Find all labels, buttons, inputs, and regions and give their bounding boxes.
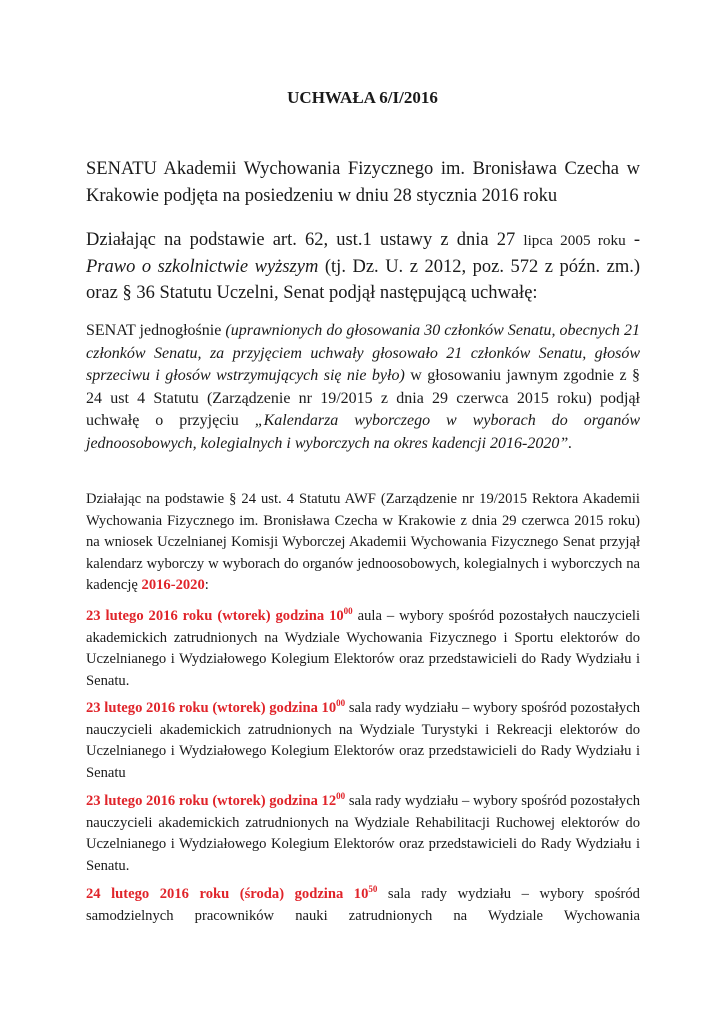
event-description: sala rady wydziału – wybory spośród pozostałych nauczycieli akademickich zatrudnionych na Wydziale Rehabilitacji Ruchowej elektorów do Uczelnianego i Wydziałowego Kolegium Elektorów oraz przedstawicieli do Rady Wydziału i Senatu. [86, 793, 641, 874]
event-datetime: 23 lutego 2016 roku (wtorek) godzina $12^{00}$ [86, 791, 346, 809]
calendar-basis-paragraph [86, 489, 640, 597]
legal-basis-dash: - [633, 230, 641, 250]
term-colon: : [204, 577, 209, 594]
senate-header-paragraph: SENATU Akademii Wychowania Fizycznego im. Bronisława Czecha w Krakowie podjęta na posiedzeniu w dniu 28 stycznia 2016 roku [86, 159, 640, 206]
legal-basis-text-a: Działając na podstawie art. 62, ust.1 ustawy z dnia 27 [86, 230, 516, 250]
election-event [86, 791, 640, 877]
election-event [86, 698, 640, 784]
legal-basis-date: lipca 2005 roku [523, 232, 626, 249]
act-name: Prawo o szkolnictwie wyższym [86, 257, 319, 277]
calendar-basis-text: Działając na podstawie § 24 ust. 4 Statutu AWF (Zarządzenie nr 19/2015 Rektora Akademii Wychowania Fizycznego im. Bronisława Czecha w Krakowie z dnia 29 czerwca 2015 roku) na wniosek Uczelnianej Komisji Wyborczej Akademii Wychowania Fizycznego Senat przyjął kalendarz wyborczy w wyborach do organów jednoosobowych, kolegialnych i wyborczych na kadencję [86, 491, 640, 594]
event-datetime: 23 lutego 2016 roku (wtorek) godzina $10^{00}$ [86, 606, 353, 624]
event-description: sala rady wydziału – wybory spośród samodzielnych pracowników nauki zatrudnionych na Wydziale Wychowania [86, 886, 640, 924]
voting-details: (uprawnionych do głosowania 30 członków Senatu, obecnych 21 członków Senatu, za przyjęciem uchwały głosowało 21 członków Senatu, głosów sprzeciwu i głosów wstrzymujących się nie było) [86, 322, 640, 384]
event-datetime: 24 lutego 2016 roku (środa) godzina $10^{50}$ [86, 884, 378, 902]
event-datetime: 23 lutego 2016 roku (wtorek) godzina $10^{00}$ [86, 698, 346, 716]
event-description: aula – wybory spośród pozostałych nauczycieli akademickich zatrudnionych na Wydziale Wychowania Fizycznego i Sportu elektorów do Uczelnianego i Wydziałowego Kolegium Elektorów oraz przedstawicieli do Rady Wydziału i Senatu. [86, 608, 640, 689]
document-title: UCHWAŁA 6/I/2016 [287, 88, 438, 107]
election-event [86, 884, 640, 927]
senate-unanimous: SENAT jednogłośnie [86, 322, 222, 339]
legal-basis-paragraph [86, 227, 640, 306]
senate-resolution-text: w głosowaniu jawnym zgodnie z § 24 ust 4 Statutu (Zarządzenie nr 19/2015 z dnia 29 czerwca 2015 roku) podjął uchwałę o przyjęciu [86, 367, 641, 429]
election-event [86, 606, 640, 692]
legal-basis-text-e: (tj. Dz. U. z 2012, poz. 572 z późn. zm.) oraz § 36 Statutu Uczelni, Senat podjął następującą uchwałę: [86, 257, 640, 303]
term-years: 2016-2020 [141, 577, 205, 594]
calendar-name: „Kalendarza wyborczego w wyborach do organów jednoosobowych, kolegialnych i wyborczych na okres kadencji 2016-2020”. [86, 412, 641, 452]
senate-resolution-paragraph [86, 320, 640, 455]
event-description: sala rady wydziału – wybory spośród pozostałych nauczycieli akademickich zatrudnionych na Wydziale Turystyki i Rekreacji elektorów do Uczelnianego i Wydziałowego Kolegium Elektorów oraz przedstawicieli do Rady Wydziału i Senatu [86, 700, 641, 781]
